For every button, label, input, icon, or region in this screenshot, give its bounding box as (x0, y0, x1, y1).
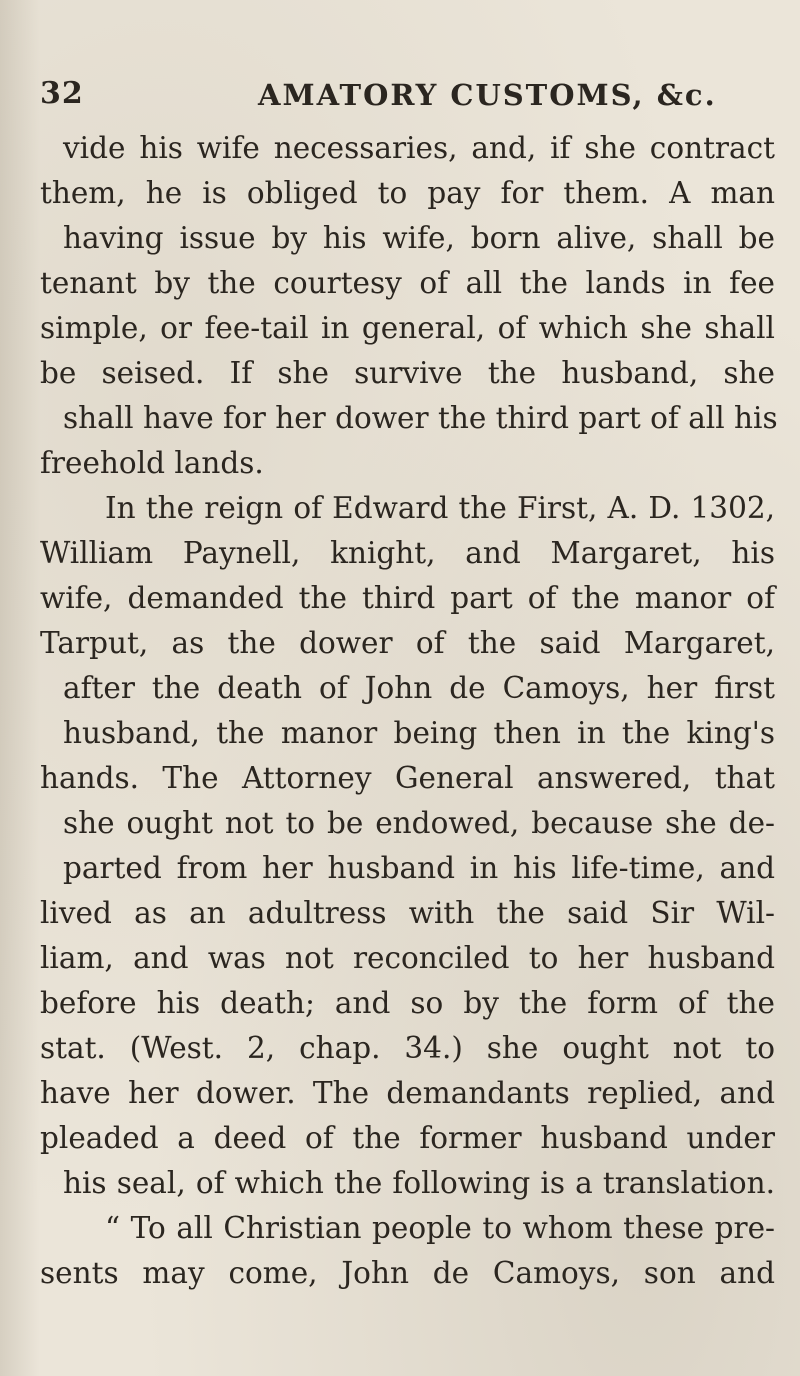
text-line: his seal, of which the following is a translation. (63, 1166, 775, 1200)
text-line: Tarput, as the dower of the said Margaret, (40, 626, 775, 660)
text-line: husband, the manor being then in the king's (63, 716, 775, 750)
text-line: In the reign of Edward the First, A. D. 1302, (105, 491, 775, 525)
text-line: lived as an adultress with the said Sir Wil- (40, 896, 775, 930)
text-line: having issue by his wife, born alive, shall be (63, 221, 775, 255)
text-line: vide his wife necessaries, and, if she contract (63, 131, 775, 165)
text-line: after the death of John de Camoys, her first (63, 671, 775, 705)
text-line: stat. (West. 2, chap. 34.) she ought not to (40, 1031, 775, 1065)
text-line: have her dower. The demandants replied, and (40, 1076, 775, 1110)
text-line: parted from her husband in his life-time, and (63, 851, 775, 885)
text-line: them, he is obliged to pay for them. A man (40, 176, 775, 210)
page-number: 32 (40, 76, 84, 111)
text-line: before his death; and so by the form of the (40, 986, 775, 1020)
text-line: “ To all Christian people to whom these pre- (105, 1211, 775, 1245)
body-text (40, 126, 778, 1296)
text-line: she ought not to be endowed, because she de- (63, 806, 775, 840)
text-line: pleaded a deed of the former husband under (40, 1121, 775, 1155)
running-head: AMATORY CUSTOMS, &c. (258, 78, 717, 112)
text-line: freehold lands. (40, 446, 264, 480)
text-line: liam, and was not reconciled to her husband (40, 941, 775, 975)
text-line: hands. The Attorney General answered, that (40, 761, 775, 795)
text-line: William Paynell, knight, and Margaret, his (40, 536, 775, 570)
page-edge-shadow (0, 0, 40, 1376)
page-header (40, 76, 760, 116)
text-line: simple, or fee-tail in general, of which she shall (40, 311, 775, 345)
text-line: be seised. If she survive the husband, she (40, 356, 775, 390)
text-line: tenant by the courtesy of all the lands in fee (40, 266, 775, 300)
text-line: wife, demanded the third part of the manor of (40, 581, 775, 615)
text-line: sents may come, John de Camoys, son and (40, 1256, 775, 1290)
text-line: shall have for her dower the third part of all his (63, 401, 778, 435)
